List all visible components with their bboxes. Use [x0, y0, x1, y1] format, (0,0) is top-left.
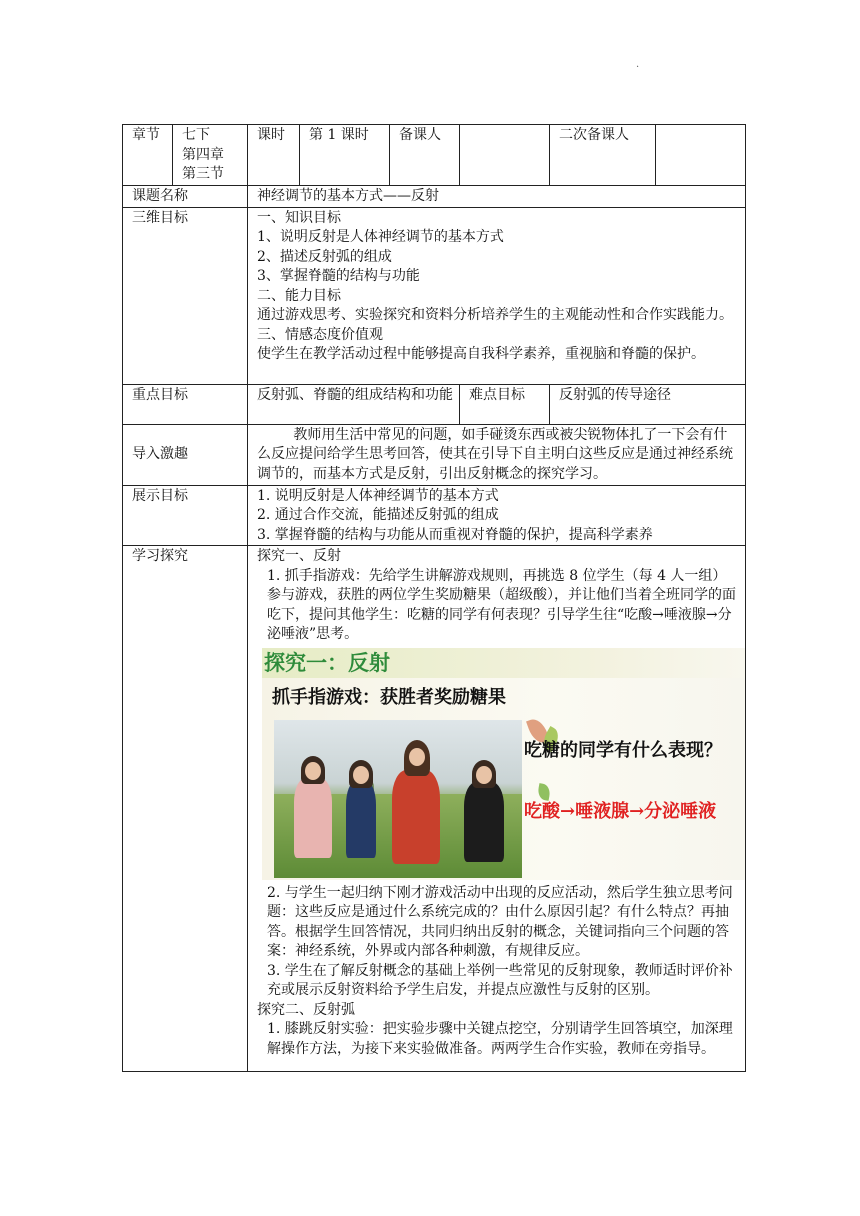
preparer-label: 备课人 [390, 125, 460, 186]
student-figure [294, 778, 332, 858]
study-paragraph-3: 3. 学生在了解反射概念的基础上举例一些常见的反射现象，教师适时评价补充或展示反射资料给予学生启发，并提点应激性与反射的区别。 [267, 962, 733, 998]
goal-line: 一、知识目标 [257, 209, 341, 226]
preparer-value [460, 125, 550, 186]
student-figure [392, 770, 440, 864]
row-study [123, 546, 746, 1072]
slide-subtitle: 抓手指游戏：获胜者奖励糖果 [272, 686, 506, 708]
show-goal-item: 1. 说明反射是人体神经调节的基本方式 [257, 487, 499, 504]
goal-line: 二、能力目标 [257, 287, 341, 304]
intro-label-text: 导入激趣 [132, 445, 188, 462]
show-goals-list [248, 485, 746, 546]
students-photo [274, 720, 522, 878]
goal-line: 使学生在教学活动过程中能够提高自我科学素养，重视脑和脊髓的保护。 [257, 346, 705, 362]
row-show-goals [123, 485, 746, 546]
part1-title: 探究一、反射 [257, 548, 341, 564]
study-paragraph-1: 1. 抓手指游戏：先给学生讲解游戏规则，再挑选 8 位学生（每 4 人一组）参与游戏，获胜的两位学生奖励糖果（超级酸），并让他们当着全班同学的面吃下，提问其他学生：吃糖的同学有何表现？引导学生往“吃酸→唾液腺→分泌唾液”思考。 [267, 567, 736, 642]
goal-line: 三、情感态度价值观 [257, 326, 383, 343]
part2-title: 探究二、反射弧 [257, 1001, 355, 1018]
chapter-chapter: 第四章 [182, 146, 224, 163]
lesson-plan-table [122, 124, 746, 1072]
student-head [476, 766, 492, 784]
intro-text [248, 424, 746, 485]
second-preparer-label: 二次备课人 [550, 125, 656, 186]
row-chapter [123, 125, 746, 186]
intro-paragraph: 教师用生活中常见的问题，如手碰烫东西或被尖锐物体扎了一下会有什么反应提问给学生思考回答，使其在引导下自主明白这些反应是通过神经系统调节的，而基本方式是反射，引出反射概念的探究学习。 [257, 426, 733, 482]
student-figure [346, 782, 376, 858]
student-head [409, 748, 425, 766]
study-paragraph-4: 1. 膝跳反射实验：把实验步骤中关键点挖空，分别请学生回答填空，加深理解操作方法，为接下来实验做准备。两两学生合作实验，教师在旁指导。 [267, 1021, 733, 1057]
focus-label: 重点目标 [123, 384, 248, 424]
difficulty-label: 难点目标 [460, 384, 550, 424]
slide-title: 探究一：反射 [264, 650, 390, 675]
row-intro [123, 424, 746, 485]
student-head [353, 766, 369, 784]
slide-question: 吃糖的同学有什么表现？ [524, 739, 722, 761]
difficulty-value: 反射弧的传导途径 [550, 384, 746, 424]
second-preparer-value [656, 125, 746, 186]
chapter-label: 章节 [123, 125, 173, 186]
slide-image [262, 648, 745, 880]
study-content [248, 546, 746, 1072]
show-goals-label: 展示目标 [123, 485, 248, 546]
period-value: 第 1 课时 [300, 125, 390, 186]
row-topic [123, 186, 746, 208]
row-goals [123, 207, 746, 384]
slide-answer: 吃酸→唾液腺→分泌唾液 [524, 800, 717, 822]
row-focus [123, 384, 746, 424]
goal-line: 通过游戏思考、实验探究和资料分析培养学生的主观能动性和合作实践能力。 [257, 307, 733, 323]
show-goal-item: 3. 掌握脊髓的结构与功能从而重视对脊髓的保护，提高科学素养 [257, 526, 653, 543]
goals-content [248, 207, 746, 384]
goal-line: 3、掌握脊髓的结构与功能 [257, 268, 420, 284]
student-head [305, 762, 321, 780]
period-label: 课时 [248, 125, 300, 186]
intro-label [123, 424, 248, 485]
show-goal-item: 2. 通过合作交流，能描述反射弧的组成 [257, 507, 499, 523]
student-figure [464, 782, 504, 862]
study-paragraph-2: 2. 与学生一起归纳下刚才游戏活动中出现的反应活动，然后学生独立思考问题：这些反应是通过什么系统完成的？由什么原因引起？有什么特点？再抽答。根据学生回答情况，共同归纳出反射的概念，关键词指向三个问题的答案：神经系统，外界或内部各种刺激，有规律反应。 [267, 884, 733, 959]
goal-line: 1、说明反射是人体神经调节的基本方式 [257, 229, 504, 245]
header-mark: · [636, 62, 640, 73]
leaf-icon [537, 783, 552, 801]
goals-label: 三维目标 [123, 207, 248, 384]
goal-line: 2、描述反射弧的组成 [257, 248, 392, 265]
chapter-section: 第三节 [182, 166, 224, 182]
topic-label: 课题名称 [123, 186, 248, 208]
topic-value: 神经调节的基本方式——反射 [248, 186, 746, 208]
focus-value: 反射弧、脊髓的组成结构和功能 [248, 384, 460, 424]
chapter-value [173, 125, 248, 186]
chapter-grade: 七下 [182, 127, 210, 143]
study-label: 学习探究 [123, 546, 248, 1072]
